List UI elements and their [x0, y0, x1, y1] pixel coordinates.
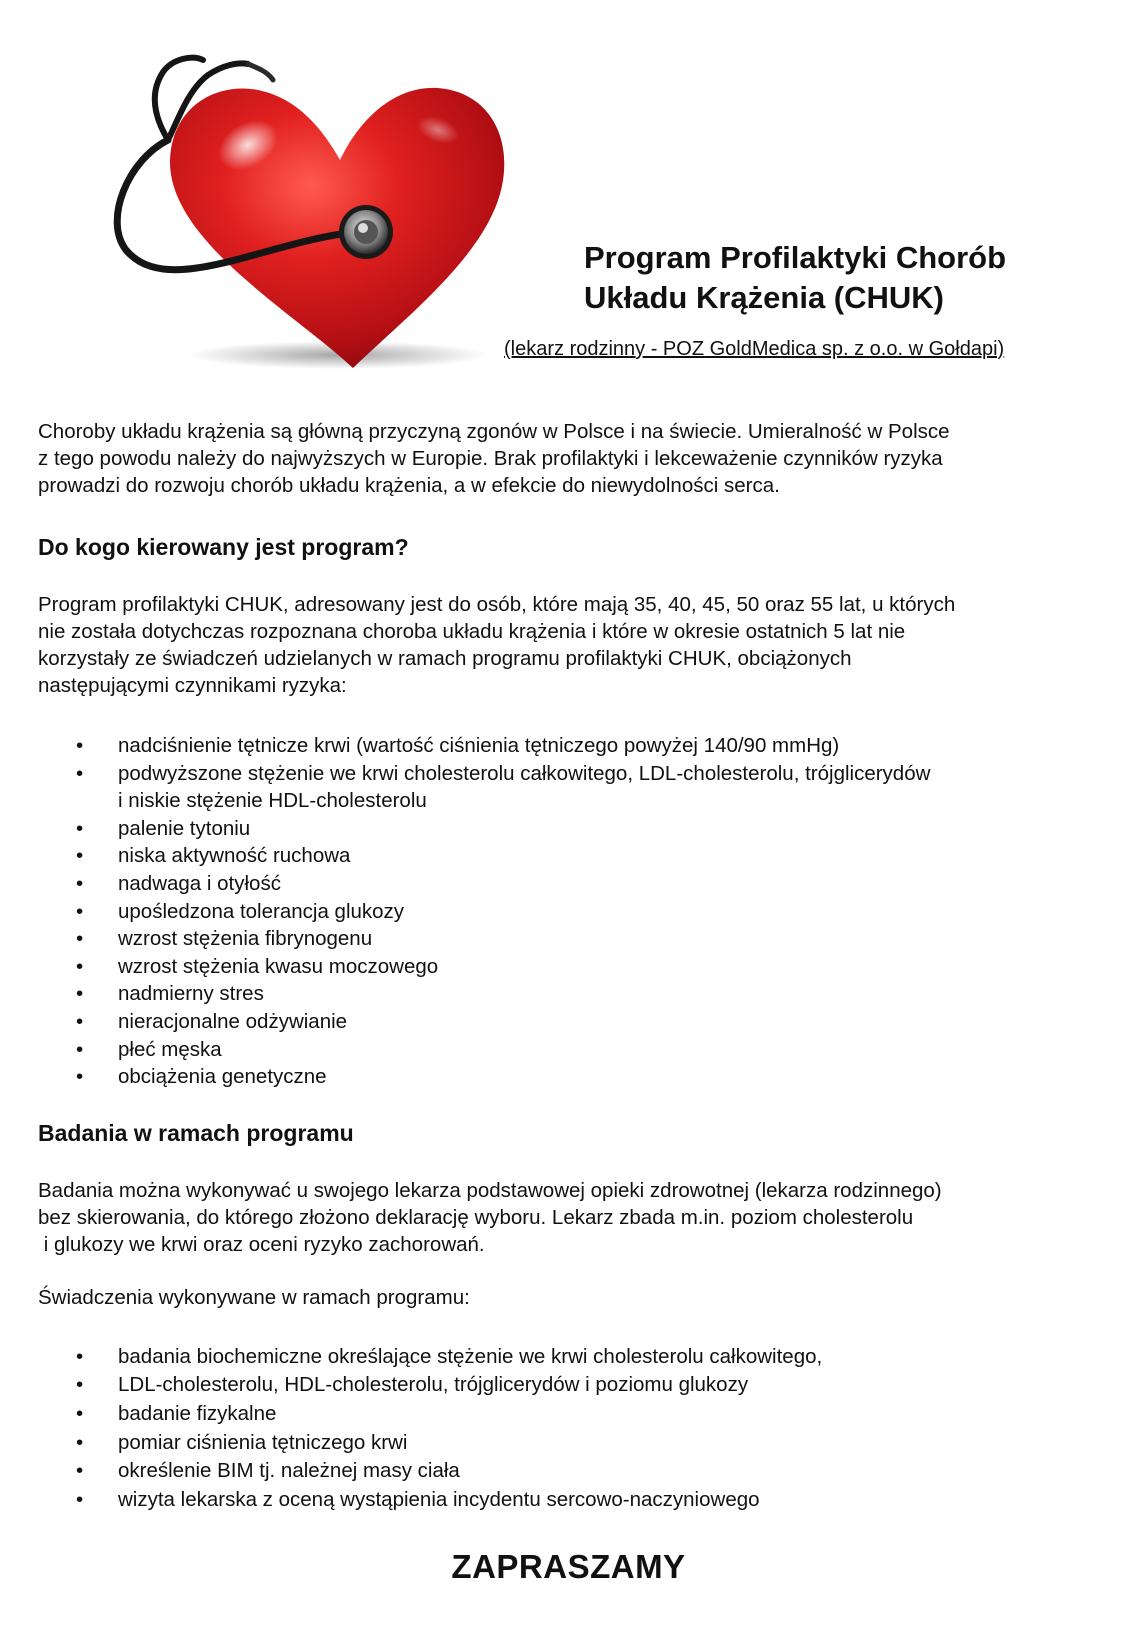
- list-item: [38, 898, 1098, 926]
- intro-line: prowadzi do rozwoju chorób układu krążenia, a w efekcie do niewydolności serca.: [38, 474, 780, 497]
- title-line-2: Układu Krążenia (CHUK): [584, 280, 944, 315]
- list-item: [38, 980, 1098, 1008]
- risk-factor-text: nadwaga i otyłość: [118, 871, 281, 895]
- tests-line: bez skierowania, do którego złożono deklarację wyboru. Lekarz zbada m.in. poziom cholesterolu: [38, 1205, 914, 1229]
- heart-with-stethoscope-icon: [108, 50, 548, 380]
- risk-factor-text: niska aktywność ruchowa: [118, 844, 351, 868]
- subtitle: (lekarz rodzinny - POZ GoldMedica sp. z o.o. w Gołdapi): [504, 338, 1005, 360]
- list-item: • badania biochemiczne określające stężenie we krwi cholesterolu całkowitego,: [38, 1343, 1098, 1372]
- intro-paragraph: [38, 418, 1098, 499]
- intro-line: Choroby układu krążenia są główną przyczyną zgonów w Polsce i na świecie. Umieralność w Polsce: [38, 420, 950, 443]
- list-item: [38, 870, 1098, 898]
- list-item: • LDL-cholesterolu, HDL-cholesterolu, trójglicerydów i poziomu glukozy: [38, 1371, 1098, 1400]
- list-item: [38, 732, 1098, 760]
- list-item: • wizyta lekarska z oceną wystąpienia incydentu sercowo-naczyniowego: [38, 1486, 1098, 1515]
- title-line-1: Program Profilaktyki Chorób: [584, 240, 1007, 275]
- intro-line: z tego powodu należy do najwyższych w Europie. Brak profilaktyki i lekceważenie czynników ryzyka: [38, 447, 943, 470]
- services-list: [38, 1343, 1098, 1515]
- risk-factor-text: płeć męska: [118, 1037, 222, 1061]
- section-heading-who: Do kogo kierowany jest program?: [38, 534, 409, 560]
- who-paragraph: [38, 591, 1098, 699]
- who-line: korzystały ze świadczeń udzielanych w ramach programu profilaktyki CHUK, obciążonych: [38, 647, 852, 670]
- risk-factor-list: [38, 732, 1098, 1091]
- risk-factor-text: podwyższone stężenie we krwi cholesterolu całkowitego, LDL-cholesterolu, trójglicerydów: [118, 761, 931, 785]
- who-line: następującymi czynnikami ryzyka:: [38, 674, 347, 697]
- list-item: [38, 1008, 1098, 1036]
- list-item: [38, 760, 1098, 815]
- page-title: [584, 238, 1104, 318]
- cta-text: ZAPRASZAMY: [451, 1548, 686, 1585]
- risk-factor-text: wzrost stężenia kwasu moczowego: [118, 954, 439, 978]
- tests-line: Badania można wykonywać u swojego lekarza podstawowej opieki zdrowotnej (lekarza rodzinnego): [38, 1178, 942, 1202]
- list-item: [38, 953, 1098, 981]
- risk-factor-text: nieracjonalne odżywianie: [118, 1009, 348, 1033]
- list-item: [38, 815, 1098, 843]
- risk-factor-text: upośledzona tolerancja glukozy: [118, 899, 405, 923]
- section-heading-tests: Badania w ramach programu: [38, 1119, 354, 1146]
- list-item: [38, 1063, 1098, 1091]
- who-line: nie została dotychczas rozpoznana choroba układu krążenia i które w okresie ostatnich 5 lat nie: [38, 620, 906, 643]
- risk-factor-text: wzrost stężenia fibrynogenu: [118, 927, 373, 951]
- list-item: • pomiar ciśnienia tętniczego krwi: [38, 1429, 1098, 1458]
- risk-factor-text: nadmierny stres: [118, 982, 264, 1006]
- list-item: [38, 1036, 1098, 1064]
- main-content: [38, 418, 1098, 1514]
- list-item: [38, 842, 1098, 870]
- risk-factor-text: nadciśnienie tętnicze krwi (wartość ciśnienia tętniczego powyżej 140/90 mmHg): [118, 734, 840, 757]
- tests-line: i glukozy we krwi oraz oceni ryzyko zachorowań.: [38, 1232, 485, 1256]
- who-line: Program profilaktyki CHUK, adresowany jest do osób, które mają 35, 40, 45, 50 oraz 55 lat, u których: [38, 593, 956, 616]
- services-intro: Świadczenia wykonywane w ramach programu:: [38, 1285, 470, 1309]
- risk-factor-text: i niskie stężenie HDL-cholesterolu: [118, 789, 427, 813]
- risk-factor-text: palenie tytoniu: [118, 816, 251, 840]
- tests-paragraph: [38, 1177, 1098, 1258]
- list-item: [38, 925, 1098, 953]
- risk-factor-text: obciążenia genetyczne: [118, 1065, 327, 1089]
- list-item: • badanie fizykalne: [38, 1400, 1098, 1429]
- list-item: • określenie BIM tj. należnej masy ciała: [38, 1457, 1098, 1486]
